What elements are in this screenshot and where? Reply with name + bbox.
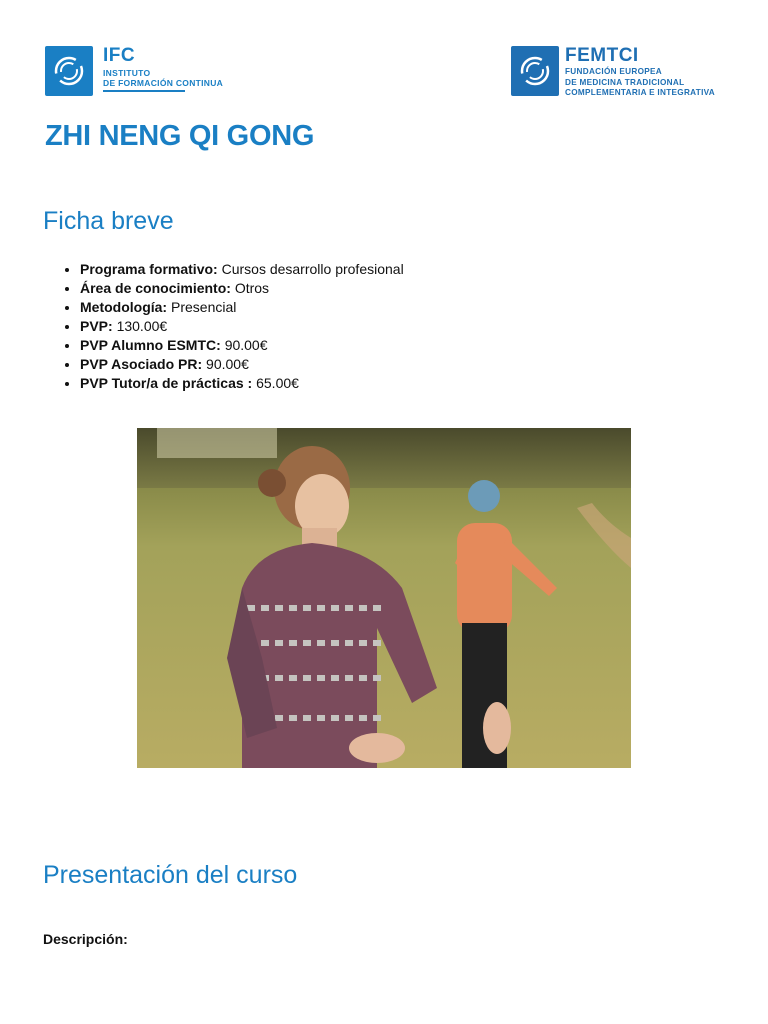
fact-label: PVP Tutor/a de prácticas : [80, 375, 253, 391]
description-label: Descripción: [43, 931, 128, 947]
fact-item [80, 298, 404, 317]
fact-label: PVP: [80, 318, 113, 334]
page-title: ZHI NENG QI GONG [45, 120, 315, 152]
ifc-logo-line2: DE FORMACIÓN CONTINUA [103, 78, 224, 88]
fact-item [80, 317, 404, 336]
fact-item [80, 374, 404, 393]
ifc-logo [45, 46, 223, 96]
ifc-logo-underline [103, 90, 185, 92]
fact-item [80, 260, 404, 279]
femtci-logo-mark-icon [511, 46, 559, 96]
facts-list [62, 260, 404, 393]
fact-item [80, 336, 404, 355]
fact-value: Presencial [171, 299, 237, 315]
fact-value: Cursos desarrollo profesional [221, 261, 404, 277]
fact-item [80, 355, 404, 374]
course-photo [137, 428, 631, 768]
fact-label: Metodología: [80, 299, 168, 315]
ifc-logo-line1: INSTITUTO [103, 68, 151, 78]
femtci-logo-line2: DE MEDICINA TRADICIONAL [565, 77, 685, 87]
fact-value: 65.00€ [256, 375, 299, 391]
femtci-logo-abbr: FEMTCI [565, 45, 639, 66]
femtci-logo [511, 46, 715, 99]
fact-label: PVP Asociado PR: [80, 356, 203, 372]
ifc-logo-mark-icon [45, 46, 93, 96]
fact-value: 90.00€ [206, 356, 249, 372]
fact-value: 90.00€ [224, 337, 268, 353]
fact-value: 130.00€ [116, 318, 168, 334]
fact-value: Otros [234, 280, 270, 296]
fact-item [80, 279, 404, 298]
ifc-logo-abbr: IFC [103, 45, 136, 66]
femtci-logo-line3: COMPLEMENTARIA E INTEGRATIVA [565, 88, 716, 97]
fact-label: Área de conocimiento: [80, 280, 231, 296]
fact-label: PVP Alumno ESMTC: [80, 337, 221, 353]
section-heading-ficha: Ficha breve [43, 207, 174, 235]
fact-label: Programa formativo: [80, 261, 218, 277]
section-heading-presentacion: Presentación del curso [43, 861, 298, 889]
femtci-logo-line1: FUNDACIÓN EUROPEA [565, 67, 662, 76]
